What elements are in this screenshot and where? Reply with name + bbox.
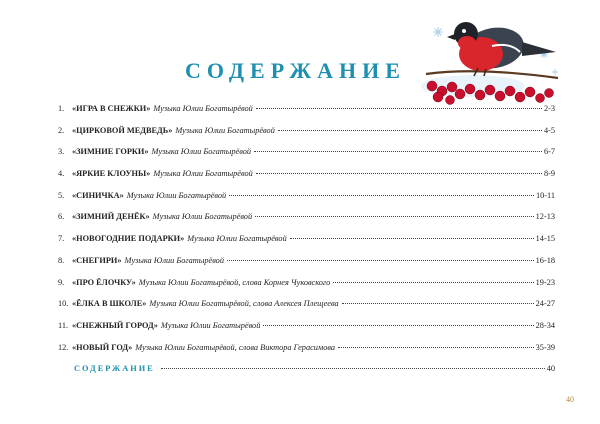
entry-pages: 28-34 bbox=[535, 320, 555, 330]
entry-number: 11. bbox=[58, 320, 69, 330]
toc-entry bbox=[58, 191, 555, 213]
dot-leader bbox=[338, 347, 534, 348]
entry-number: 7. bbox=[58, 234, 65, 244]
dot-leader bbox=[161, 368, 545, 369]
entry-pages: 4-5 bbox=[543, 125, 555, 135]
page-number: 40 bbox=[566, 395, 574, 404]
entry-title: «СИНИЧКА» bbox=[72, 190, 124, 200]
entry-pages: 12-13 bbox=[535, 212, 555, 222]
entry-pages: 10-11 bbox=[535, 190, 555, 200]
table-of-contents bbox=[58, 104, 555, 386]
entry-title: СОДЕРЖАНИЕ bbox=[74, 364, 155, 374]
entry-number: 9. bbox=[58, 277, 65, 287]
dot-leader bbox=[254, 151, 542, 152]
entry-number: 2. bbox=[58, 125, 65, 135]
entry-number: 3. bbox=[58, 147, 65, 157]
toc-entry bbox=[58, 278, 555, 300]
entry-pages: 24-27 bbox=[535, 299, 555, 309]
entry-title: «ЯРКИЕ КЛОУНЫ» bbox=[72, 169, 151, 179]
entry-credit: Музыка Юлии Богатырёвой bbox=[153, 104, 253, 113]
dot-leader bbox=[255, 216, 534, 217]
toc-entry bbox=[58, 126, 555, 148]
entry-title: «НОВОГОДНИЕ ПОДАРКИ» bbox=[72, 234, 185, 244]
bullfinch-illustration bbox=[418, 12, 568, 108]
entry-number: 12. bbox=[58, 342, 69, 352]
entry-credit: Музыка Юлии Богатырёвой, слова Корнея Чуковского bbox=[138, 277, 331, 287]
entry-pages: 19-23 bbox=[535, 277, 555, 287]
entry-title: «ЗИМНИЕ ГОРКИ» bbox=[72, 147, 149, 157]
entry-number: 5. bbox=[58, 190, 65, 200]
entry-credit: Музыка Юлии Богатырёвой bbox=[126, 190, 227, 200]
toc-entry bbox=[58, 169, 555, 191]
entry-title: «ЁЛКА В ШКОЛЕ» bbox=[72, 299, 147, 309]
entry-title: «СНЕГИРИ» bbox=[72, 255, 122, 265]
toc-entry bbox=[58, 321, 555, 343]
toc-entry bbox=[58, 212, 555, 234]
entry-number: 6. bbox=[58, 212, 65, 222]
toc-entry bbox=[58, 147, 555, 169]
entry-title: «ЗИМНИЙ ДЕНЁК» bbox=[72, 212, 150, 222]
entry-pages: 6-7 bbox=[543, 147, 555, 157]
entry-credit: Музыка Юлии Богатырёвой, слова Алексея Плещеева bbox=[149, 299, 339, 309]
entry-title: «НОВЫЙ ГОД» bbox=[72, 342, 133, 352]
entry-credit: Музыка Юлии Богатырёвой bbox=[151, 147, 251, 157]
toc-entry bbox=[58, 256, 555, 278]
entry-pages: 8-9 bbox=[543, 169, 555, 179]
entry-number: 1. bbox=[58, 104, 65, 113]
entry-credit: Музыка Юлии Богатырёвой, слова Виктора Герасимова bbox=[135, 342, 336, 352]
toc-entry-contents bbox=[58, 364, 555, 386]
dot-leader bbox=[290, 238, 534, 239]
toc-entry bbox=[58, 299, 555, 321]
dot-leader bbox=[263, 325, 533, 326]
dot-leader bbox=[229, 195, 534, 196]
toc-entry bbox=[58, 343, 555, 365]
entry-credit: Музыка Юлии Богатырёвой bbox=[175, 125, 275, 135]
dot-leader bbox=[333, 282, 533, 283]
entry-number: 8. bbox=[58, 255, 65, 265]
entry-pages: 40 bbox=[546, 364, 555, 374]
entry-pages: 35-39 bbox=[535, 342, 555, 352]
entry-title: «ПРО ЁЛОЧКУ» bbox=[72, 277, 136, 287]
entry-pages: 2-3 bbox=[543, 104, 555, 113]
dot-leader bbox=[227, 260, 534, 261]
dot-leader bbox=[256, 108, 542, 109]
dot-leader bbox=[256, 173, 542, 174]
entry-credit: Музыка Юлии Богатырёвой bbox=[160, 320, 261, 330]
toc-entry bbox=[58, 234, 555, 256]
dot-leader bbox=[342, 303, 534, 304]
entry-title: «СНЕЖНЫЙ ГОРОД» bbox=[72, 320, 158, 330]
page-title: СОДЕРЖАНИЕ bbox=[185, 58, 406, 83]
toc-entry bbox=[58, 104, 555, 126]
entry-number: 10. bbox=[58, 299, 69, 309]
dot-leader bbox=[278, 130, 542, 131]
entry-title: «ИГРА В СНЕЖКИ» bbox=[72, 104, 151, 113]
entry-number: 4. bbox=[58, 169, 65, 179]
entry-credit: Музыка Юлии Богатырёвой bbox=[153, 169, 253, 179]
entry-pages: 16-18 bbox=[535, 255, 555, 265]
entry-pages: 14-15 bbox=[535, 234, 555, 244]
entry-credit: Музыка Юлии Богатырёвой bbox=[187, 234, 287, 244]
entry-credit: Музыка Юлии Богатырёвой bbox=[124, 255, 224, 265]
entry-title: «ЦИРКОВОЙ МЕДВЕДЬ» bbox=[72, 125, 173, 135]
entry-credit: Музыка Юлии Богатырёвой bbox=[152, 212, 253, 222]
